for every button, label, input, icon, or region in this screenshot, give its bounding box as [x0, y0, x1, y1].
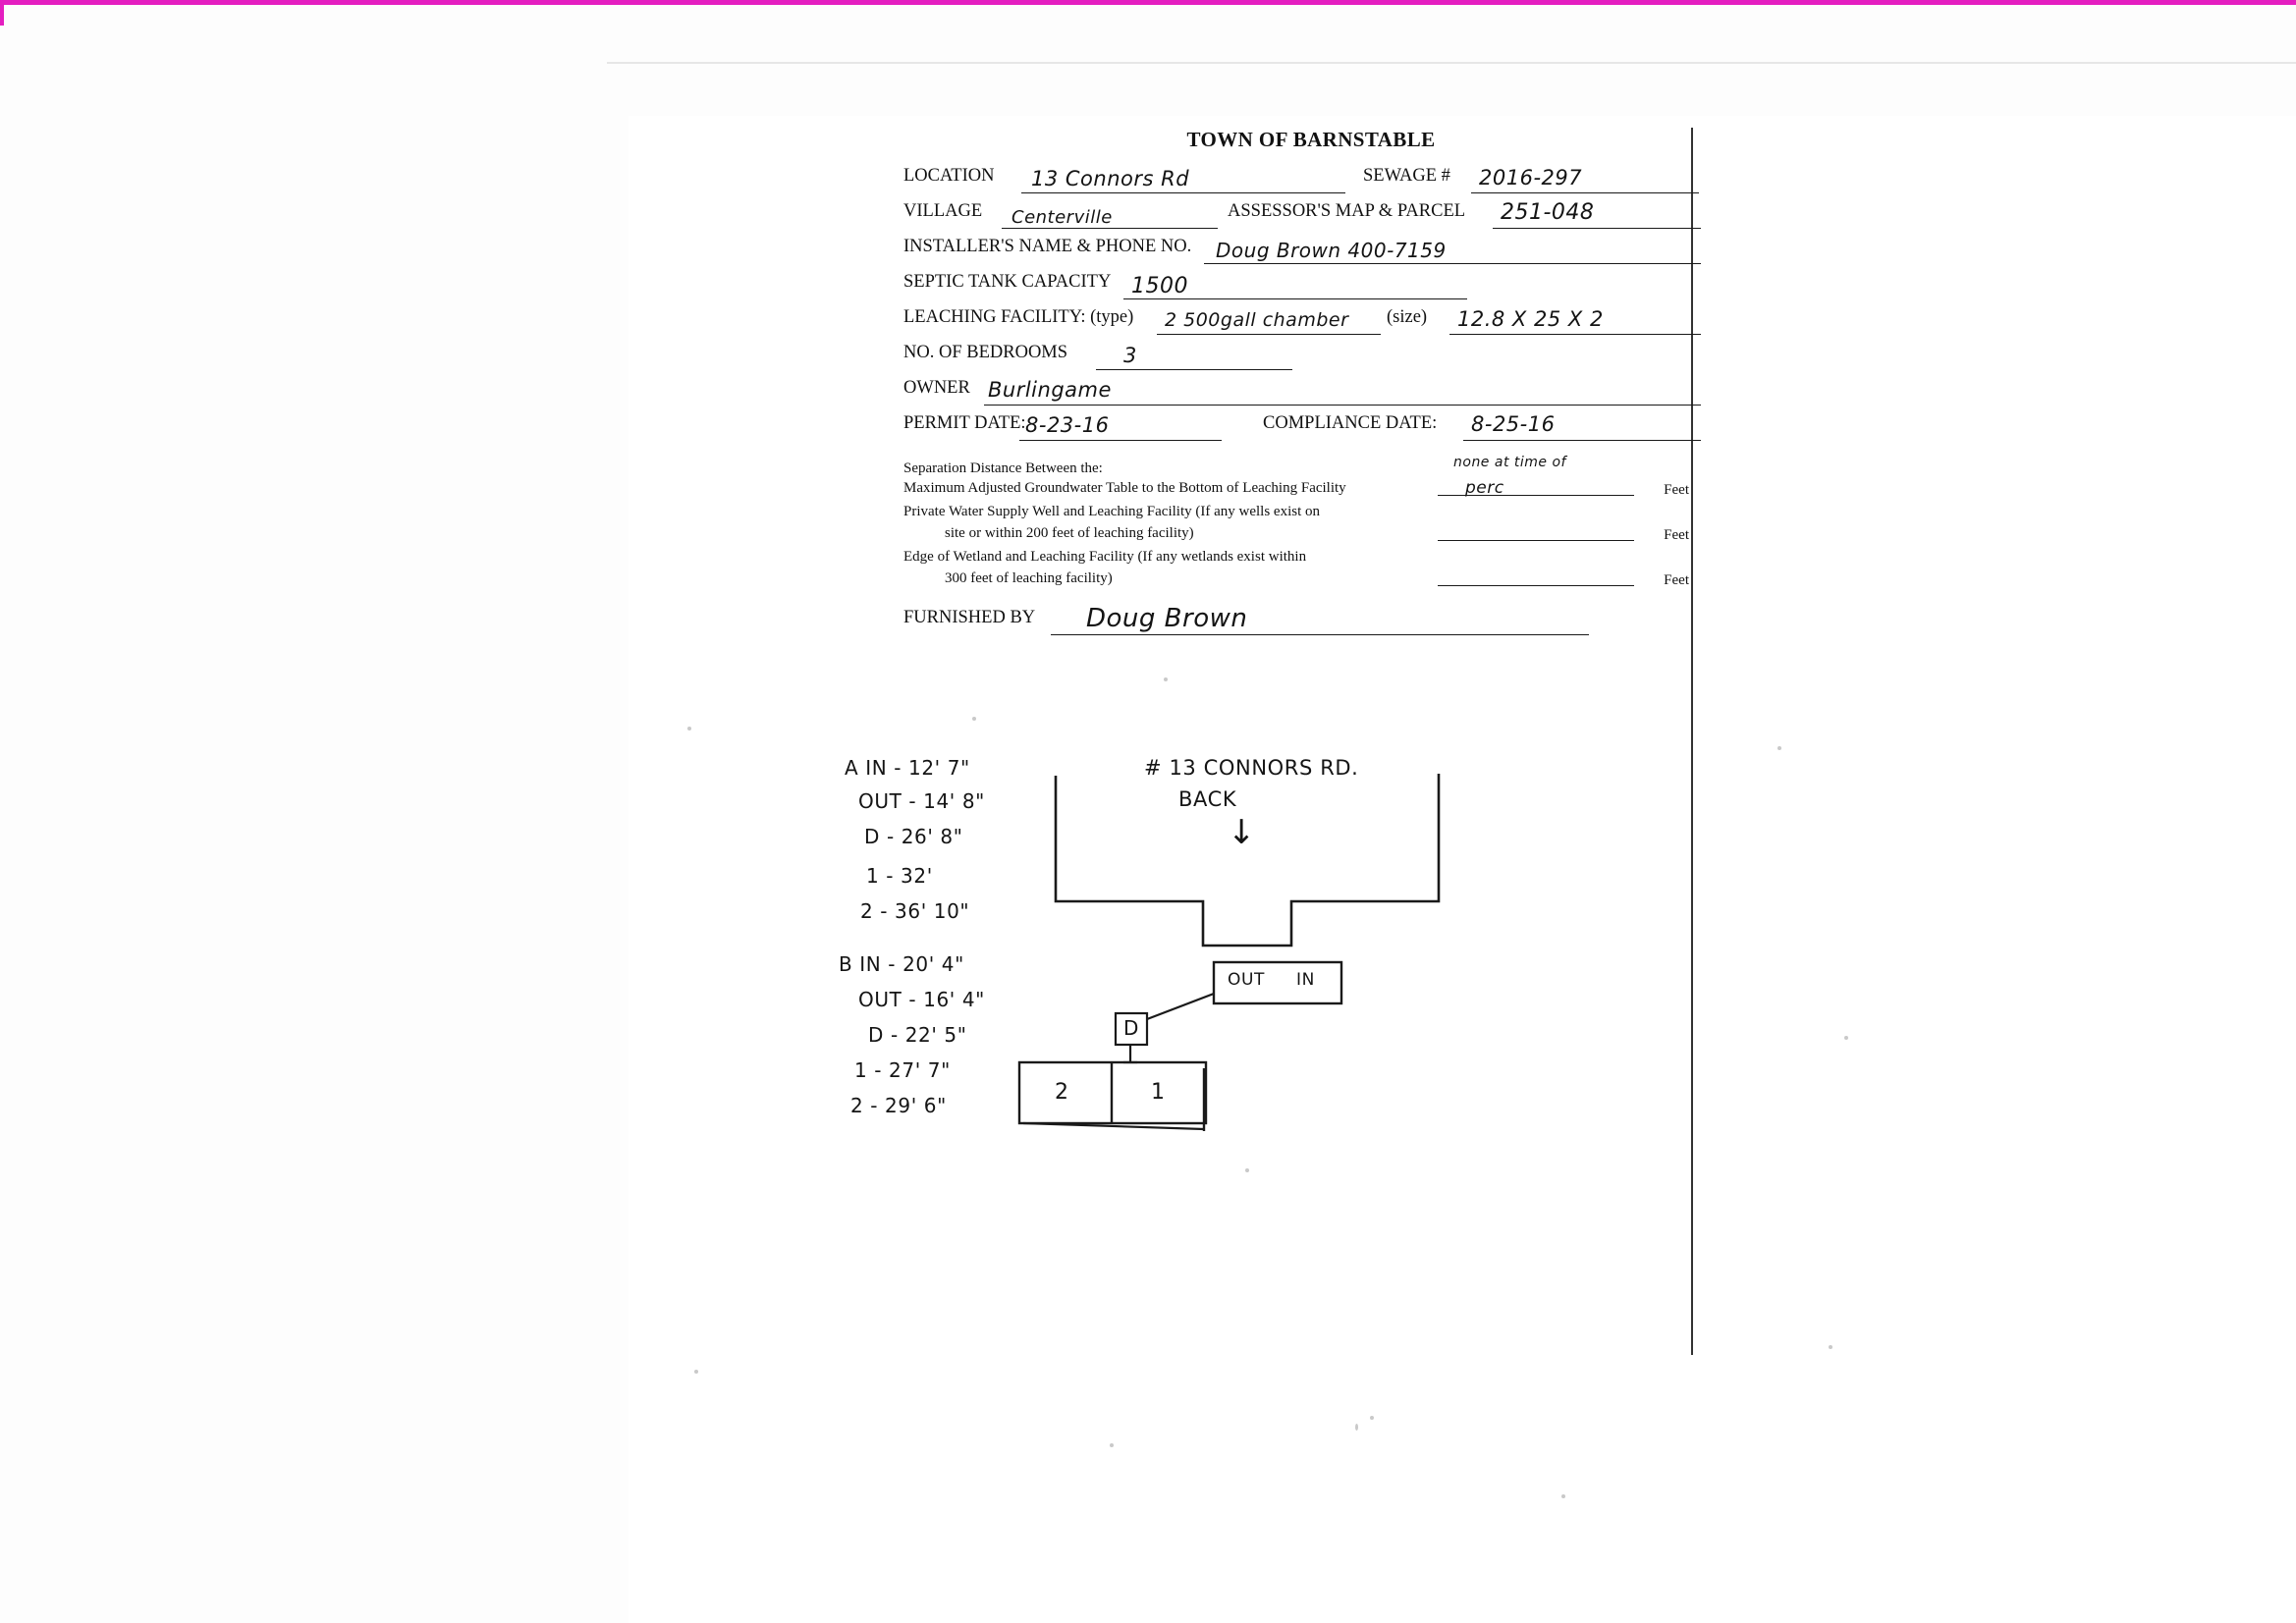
form-row-bedrooms: [903, 343, 1689, 378]
rule-furnished-by: [1051, 634, 1589, 635]
sheet-fold-line: [1691, 128, 1693, 1355]
septic-permit-form: [903, 128, 1689, 643]
rule-installer: [1204, 263, 1701, 264]
label-leaching-facility: LEACHING FACILITY: (type): [903, 307, 1134, 327]
sketch-heading-back: BACK: [1178, 787, 1237, 811]
scan-speck: [1844, 1036, 1848, 1040]
measurement-a-1: OUT - 14' 8": [858, 789, 985, 813]
scan-left-border: [0, 0, 4, 26]
scan-speck: [1777, 746, 1781, 750]
label-permit-date: PERMIT DATE:: [903, 413, 1026, 433]
form-row-installer: [903, 237, 1689, 272]
separation-line-3b: [903, 568, 1689, 590]
rule-location: [1021, 192, 1345, 193]
measurement-a-4: 2 - 36' 10": [860, 899, 970, 923]
measurement-b-3: 1 - 27' 7": [854, 1058, 951, 1082]
label-village: VILLAGE: [903, 201, 983, 221]
scan-speck: [1110, 1443, 1114, 1447]
separation-line-3a: [903, 547, 1689, 568]
form-row-leaching-facility: [903, 307, 1689, 343]
measurement-b-1: OUT - 16' 4": [858, 988, 985, 1011]
separation-value-1: perc: [1465, 478, 1504, 498]
label-location: LOCATION: [903, 166, 995, 186]
separation-text-2: Private Water Supply Well and Leaching Facility (If any wells exist on: [903, 504, 1321, 519]
measurement-b-2: D - 22' 5": [868, 1023, 967, 1047]
separation-text-2-cont: site or within 200 feet of leaching facility): [945, 525, 1194, 541]
separation-text-1: Maximum Adjusted Groundwater Table to the Bottom of Leaching Facility: [903, 480, 1346, 496]
scan-speck: [1370, 1416, 1374, 1420]
rule-permit-date: [1019, 440, 1222, 441]
value-bedrooms: 3: [1123, 344, 1137, 367]
form-row-village: [903, 201, 1689, 237]
value-leaching-size: 12.8 X 25 X 2: [1457, 307, 1604, 331]
rule-leaching-type: [1157, 334, 1381, 335]
scan-speck: [1164, 677, 1168, 681]
label-owner: OWNER: [903, 378, 970, 398]
separation-line-2a: [903, 502, 1689, 523]
value-compliance-date: 8-25-16: [1471, 412, 1556, 436]
scan-speck: [1355, 1424, 1358, 1431]
label-chamber-in: IN: [1296, 970, 1315, 990]
separation-unit-2: Feet: [1664, 527, 1689, 543]
rule-leaching-size: [1449, 334, 1701, 335]
sheet-top-edge: [607, 62, 2296, 64]
rule-owner: [984, 405, 1701, 406]
separation-heading: Separation Distance Between the:: [903, 460, 1103, 476]
value-installer: Doug Brown 400-7159: [1216, 239, 1447, 262]
label-bedrooms: NO. OF BEDROOMS: [903, 343, 1068, 362]
scan-speck: [1829, 1345, 1832, 1349]
label-furnished-by: FURNISHED BY: [903, 608, 1036, 627]
label-distribution-box: D: [1123, 1016, 1140, 1040]
value-sewage-number: 2016-297: [1479, 166, 1583, 189]
form-row-furnished-by: [903, 604, 1689, 643]
separation-unit-1: Feet: [1664, 482, 1689, 498]
form-row-septic-capacity: [903, 272, 1689, 307]
value-assessors-map-parcel: 251-048: [1501, 200, 1595, 225]
value-leaching-type: 2 500gall chamber: [1165, 309, 1349, 331]
measurement-a-3: 1 - 32': [866, 864, 933, 888]
sketch-heading-address: # 13 CONNORS RD.: [1144, 756, 1359, 780]
label-sewage-number: SEWAGE #: [1363, 166, 1450, 186]
separation-distance-block: [903, 455, 1689, 590]
rule-bedrooms: [1096, 369, 1292, 370]
label-assessors-map-parcel: ASSESSOR'S MAP & PARCEL: [1228, 201, 1466, 221]
rule-assessors-map-parcel: [1493, 228, 1701, 229]
value-village: Centerville: [1011, 207, 1113, 228]
label-tank-compartment-2: 2: [1055, 1080, 1069, 1105]
separation-unit-3: Feet: [1664, 572, 1689, 588]
label-compliance-date: COMPLIANCE DATE:: [1263, 413, 1438, 433]
scan-speck: [972, 717, 976, 721]
measurement-a-0: A IN - 12' 7": [845, 756, 970, 780]
measurement-b-0: B IN - 20' 4": [839, 952, 964, 976]
rule-sewage-number: [1471, 192, 1699, 193]
separation-line-2b: [903, 523, 1689, 545]
value-furnished-by: Doug Brown: [1086, 604, 1248, 633]
scan-top-border: [0, 0, 2296, 5]
page-title: TOWN OF BARNSTABLE: [1186, 128, 1436, 151]
hand-drawn-site-sketch: [839, 756, 1630, 1306]
separation-text-3-cont: 300 feet of leaching facility): [945, 570, 1113, 586]
label-septic-capacity: SEPTIC TANK CAPACITY: [903, 272, 1112, 292]
label-chamber-out: OUT: [1228, 970, 1266, 990]
rule-compliance-date: [1463, 440, 1701, 441]
form-row-dates: [903, 413, 1689, 449]
separation-text-3: Edge of Wetland and Leaching Facility (If any wetlands exist within: [903, 549, 1307, 565]
label-leaching-size: (size): [1387, 307, 1428, 327]
scan-speck: [1561, 1494, 1565, 1498]
rule-septic-capacity: [1123, 298, 1467, 299]
rule-village: [1002, 228, 1218, 229]
form-row-location: [903, 166, 1689, 201]
sketch-down-arrow-icon: ↓: [1228, 813, 1257, 852]
value-permit-date: 8-23-16: [1025, 413, 1110, 437]
label-installer: INSTALLER'S NAME & PHONE NO.: [903, 237, 1192, 256]
value-owner: Burlingame: [988, 378, 1112, 402]
scan-speck: [687, 727, 691, 730]
measurement-b-4: 2 - 29' 6": [850, 1094, 947, 1117]
measurement-a-2: D - 26' 8": [864, 825, 963, 848]
separation-note-1: none at time of: [1453, 455, 1566, 470]
value-septic-capacity: 1500: [1131, 274, 1188, 298]
value-location: 13 Connors Rd: [1031, 167, 1190, 190]
form-row-owner: [903, 378, 1689, 413]
label-tank-compartment-1: 1: [1151, 1080, 1166, 1105]
scan-speck: [694, 1370, 698, 1374]
